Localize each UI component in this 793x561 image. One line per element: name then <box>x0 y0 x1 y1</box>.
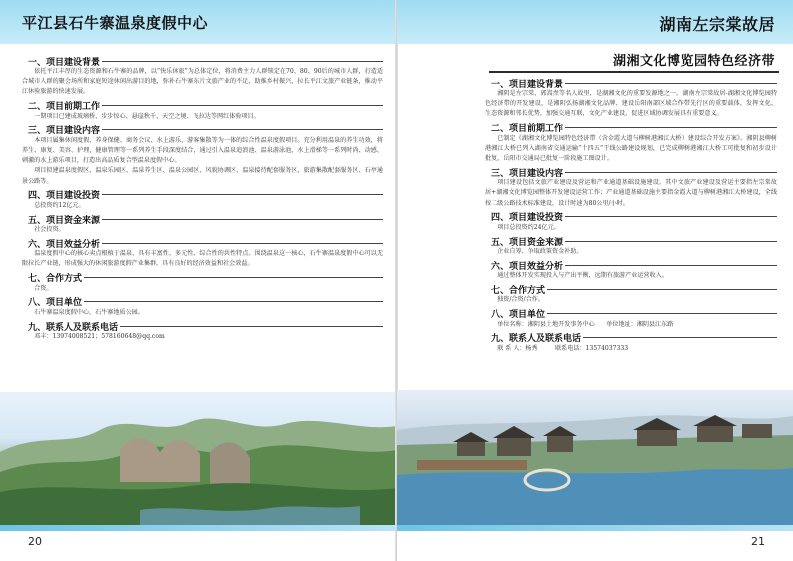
section-title: 一、项目建设背景 <box>28 57 101 68</box>
section-rule <box>565 241 777 242</box>
section-title: 七、合作方式 <box>28 274 83 285</box>
section-paragraph: 石牛寨温泉度假中心，石牛寨地质公园。 <box>34 308 144 316</box>
section-paragraph: 单位名称：湘阴县土地开发事务中心 单位地址：湘阴县江东路 <box>497 320 674 328</box>
section-body <box>22 308 383 318</box>
section-rule <box>583 337 777 338</box>
section-7 <box>485 283 777 305</box>
section-rule <box>102 243 383 244</box>
section-rule <box>547 289 777 290</box>
section-5 <box>22 213 383 235</box>
section-9 <box>485 332 777 354</box>
section-body <box>485 295 777 305</box>
section-paragraph: 项目拟建温泉度假区、温泉乐园区、温泉养生区、温泉公园区、风貌协调区、温泉接待配套服务区、旅游集散配套服务区、石亭通景公路等。 <box>22 167 383 185</box>
section-body <box>22 112 383 122</box>
section-heading <box>485 122 777 134</box>
section-body <box>485 178 777 209</box>
section-heading <box>485 166 777 178</box>
section-body <box>22 249 383 269</box>
cultural-park-rendering-photo <box>397 390 793 525</box>
section-4 <box>485 211 777 233</box>
section-4 <box>22 189 383 211</box>
section-body <box>485 223 777 233</box>
section-heading <box>22 320 383 332</box>
section-paragraph: 联 系 人：杨秀 联系电话：13574037333 <box>497 344 629 352</box>
subtitle-rule <box>489 71 779 73</box>
section-rule <box>102 61 383 62</box>
section-rule <box>565 172 777 173</box>
section-title: 七、合作方式 <box>491 285 546 296</box>
section-body <box>485 271 777 281</box>
section-heading <box>485 283 777 295</box>
section-heading <box>22 189 383 201</box>
section-body <box>22 136 383 187</box>
section-paragraph: 企业自筹、争取政策资金补助。 <box>497 248 583 256</box>
section-heading <box>485 332 777 344</box>
section-body <box>22 332 383 342</box>
section-body <box>22 225 383 235</box>
section-heading <box>22 213 383 225</box>
section-body <box>485 344 777 354</box>
section-paragraph: 湘阴是左宗棠、郭嵩焘等名人故里，是湖湘文化的重要发源地之一。湖南左宗棠故居-湖湘文化博览园特色经济带的开发建设，是湘阴弘扬湖湘文化品牌、建设岳阳南部区域合作带先行区的重要载体，发挥文化、生态资源和邻长优势，加强交通互联，文化产业建设，促进区域协调发展具有重要意义。 <box>485 90 777 118</box>
section-paragraph: 依托平江丰厚的生态资源和石牛寨的品牌，以“快乐休旅”为总体定位，将消费主力人群锁定在70、80、90后的城市人群，打造适合城市人群的聚会场所和家庭短途休闲出游目的地，弥补石牛寨东片文旅产业的不足，助推乡村振兴，拉长平江文旅产业链条，推动平江休验旅游的快速发展。 <box>22 68 383 96</box>
section-title: 四、项目建设投资 <box>28 191 101 202</box>
section-heading <box>485 259 777 271</box>
right-page <box>397 0 793 561</box>
section-paragraph: 总投资约12亿元。 <box>34 201 85 209</box>
section-3 <box>22 124 383 187</box>
left-footer <box>0 525 397 561</box>
left-page-number: 20 <box>28 535 42 548</box>
section-paragraph: 通过整体开发实现投入与产出平衡，远期有旅游产业运营收入。 <box>497 272 668 280</box>
waterfront-village-illustration <box>397 390 793 525</box>
section-heading <box>485 211 777 223</box>
section-3 <box>485 166 777 209</box>
section-heading <box>22 272 383 284</box>
section-title: 九、联系人及联系电话 <box>491 334 582 345</box>
section-6 <box>485 259 777 281</box>
section-title: 二、项目前期工作 <box>491 124 564 135</box>
section-rule <box>84 277 383 278</box>
section-2 <box>22 100 383 122</box>
right-page-number: 21 <box>751 535 765 548</box>
section-heading <box>485 308 777 320</box>
section-heading <box>22 124 383 136</box>
section-heading <box>22 237 383 249</box>
section-heading <box>485 235 777 247</box>
left-header-bar <box>0 0 397 44</box>
section-paragraph: 已制定《湖湘文化博览园特色经济带（含金霞大道与柳树港湘江大桥）建设综合开发方案》。湘阴县柳树港湘江大桥已列入湖南省交通运输“十四五”干线公路建设规划，已完成柳树港湘江大桥工可批复和初步设计批复，岳阳市交通局已批复一阶段施工图设计。 <box>485 134 777 163</box>
right-page-title: 湖南左宗棠故居 <box>659 15 775 34</box>
right-page-subtitle: 湖湘文化博览园特色经济带 <box>612 54 775 69</box>
section-paragraph: 社会投资。 <box>34 226 65 234</box>
section-body <box>22 201 383 211</box>
section-paragraph: 项目建设包括文旅产业建设及营运和产业通道基础设施建设。其中文旅产业建设及营运主要指左宗棠故居+湖湘文化博览园整体开发建设运营工作；产业通道基础设施主要指金霞大道与柳树港湘江大桥建设，全线按二级公路技术标准建设，设计时速为80公里/小时。 <box>485 179 777 207</box>
section-heading <box>22 100 383 112</box>
section-title: 五、项目资金来源 <box>28 215 101 226</box>
section-rule <box>120 326 383 327</box>
section-rule <box>565 127 777 128</box>
right-footer <box>397 525 793 561</box>
section-rule <box>102 219 383 220</box>
section-paragraph: 温泉度假中心的核心卖点根植于温泉，具有丰富性、多元性、综合性的共性特点。围绕温泉这一核心，石牛寨温泉度假中心可以无限拉长产业链，形成强大的休闲旅游度假产业集群，具有良好的经济效益和社会效益。 <box>22 250 383 268</box>
right-header-bar <box>397 0 793 44</box>
section-title: 二、项目前期工作 <box>28 102 101 113</box>
right-content <box>485 77 777 356</box>
section-5 <box>485 235 777 257</box>
section-rule <box>102 105 383 106</box>
section-body <box>485 320 777 330</box>
section-body <box>485 247 777 257</box>
section-1 <box>22 55 383 98</box>
section-heading <box>22 296 383 308</box>
section-6 <box>22 237 383 269</box>
section-1 <box>485 77 777 120</box>
section-title: 八、项目单位 <box>491 310 546 321</box>
left-content <box>22 55 383 344</box>
section-title: 一、项目建设背景 <box>491 79 564 90</box>
section-title: 九、联系人及联系电话 <box>28 322 119 333</box>
section-rule <box>84 301 383 302</box>
section-body <box>22 67 383 98</box>
section-paragraph: 邓丰：13974008521；578160648@qq.com <box>34 333 165 341</box>
section-rule <box>547 313 777 314</box>
section-paragraph: 项目总投资约24亿元。 <box>497 223 560 231</box>
section-rule <box>565 216 777 217</box>
section-rule <box>102 129 383 130</box>
section-title: 八、项目单位 <box>28 298 83 309</box>
section-paragraph: 独资/合资/合作。 <box>497 296 544 304</box>
mountain-aerial-illustration <box>0 392 397 525</box>
section-title: 四、项目建设投资 <box>491 213 564 224</box>
section-2 <box>485 122 777 165</box>
section-heading <box>22 55 383 67</box>
section-heading <box>485 77 777 89</box>
section-body <box>485 89 777 120</box>
section-title: 三、项目建设内容 <box>491 168 564 179</box>
left-footer-bar <box>0 525 397 531</box>
section-rule <box>565 265 777 266</box>
section-title: 六、项目效益分析 <box>28 239 101 250</box>
hot-spring-landscape-photo <box>0 392 397 525</box>
section-7 <box>22 272 383 294</box>
section-title: 三、项目建设内容 <box>28 126 101 137</box>
section-9 <box>22 320 383 342</box>
section-title: 六、项目效益分析 <box>491 261 564 272</box>
left-page-title: 平江县石牛寨温泉度假中心 <box>22 14 209 32</box>
section-paragraph: 一期项目已建成玻璃桥、步步惊心、悬崖秋千、天空之境、飞拉达等网红体验项目。 <box>34 112 260 120</box>
section-8 <box>22 296 383 318</box>
section-title: 五、项目资金来源 <box>491 237 564 248</box>
right-footer-bar <box>397 525 793 531</box>
section-paragraph: 本项目属集休闲度假、养身保健、商务会议、水上游乐、游客集散等为一体的综合性温泉度假项目。充分利用温泉的养生功效，将养生、康复、美容、护理，健康管理等一系列养生手段深度结合，通过引入温泉追浪池、温泉游泳池、水上滑梯等一系列时尚、动感、刺激的水上游乐项目，打造出高品质复合型温泉度假中心。 <box>22 136 383 165</box>
section-rule <box>565 83 777 84</box>
section-body <box>22 284 383 294</box>
section-paragraph: 合资。 <box>34 284 53 292</box>
section-rule <box>102 194 383 195</box>
section-body <box>485 134 777 165</box>
section-8 <box>485 308 777 330</box>
